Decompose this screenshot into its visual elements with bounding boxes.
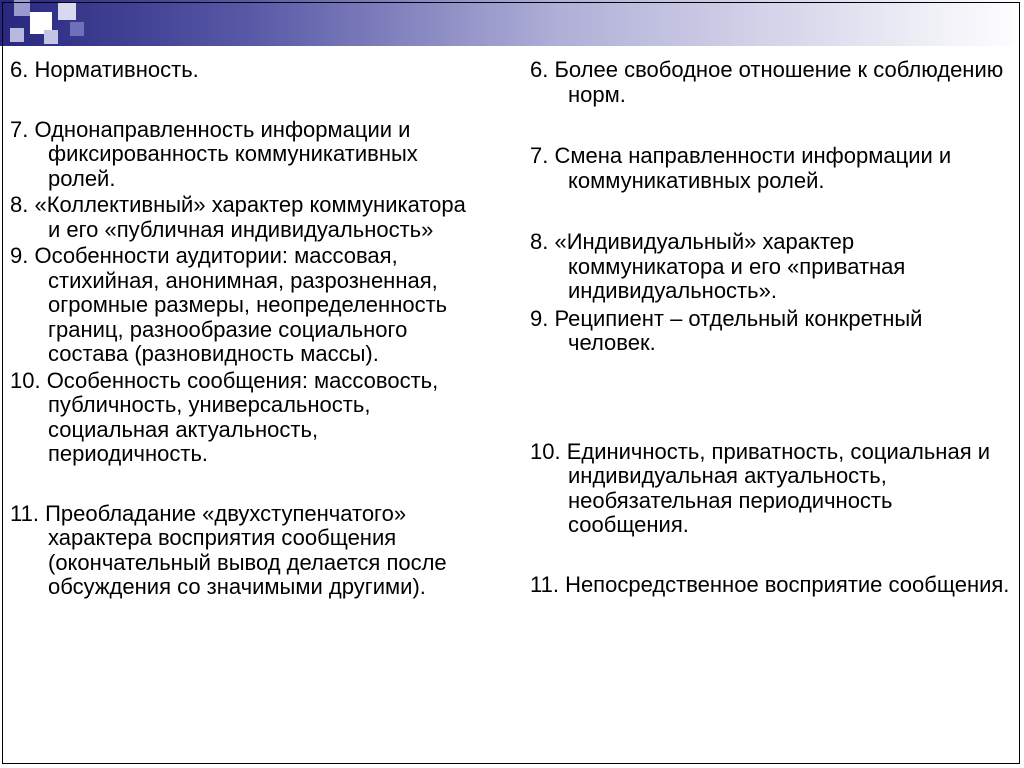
decor-square [58, 2, 76, 20]
right-item-6: 6. Более свободное отношение к соблюдению норм. [530, 57, 1004, 107]
left-item-11: 11. Преобладание «двухступенчатого» характера восприятия сообщения (окончательный вывод делается после обсуждения со значимыми другими). [10, 500, 447, 599]
left-item-7: 7. Однонаправленность информации и фиксированность коммуникативных ролей. [10, 116, 418, 191]
left-column [10, 58, 480, 600]
right-item-11: 11. Непосредственное восприятие сообщения. [530, 571, 1010, 597]
decor-square [14, 0, 30, 16]
decor-square [70, 22, 84, 36]
right-column [530, 58, 1010, 597]
left-item-8: 8. «Коллективный» характер коммуникатора и его «публичная индивидуальность» [10, 192, 466, 242]
title-bar-gradient [0, 0, 1024, 46]
left-item-6: 6. Нормативность. [10, 57, 199, 82]
right-item-9: 9. Реципиент – отдельный конкретный человек. [530, 305, 923, 355]
left-item-10: 10. Особенность сообщения: массовость, публичность, универсальность, социальная актуальность, периодичность. [10, 367, 439, 466]
left-item-9: 9. Особенности аудитории: массовая, стихийная, анонимная, разрозненная, огромные размеры, неопределенность границ, разнообразие социального состава (разновидность массы). [10, 243, 448, 366]
decor-square [10, 28, 24, 42]
right-item-7: 7. Смена направленности информации и коммуникативных ролей. [530, 143, 952, 193]
right-item-8: 8. «Индивидуальный» характер коммуникатора и его «приватная индивидуальность». [530, 229, 906, 303]
right-item-10: 10. Единичность, приватность, социальная и индивидуальная актуальность, необязательная периодичность сообщения. [530, 438, 991, 537]
decor-square [44, 30, 58, 44]
